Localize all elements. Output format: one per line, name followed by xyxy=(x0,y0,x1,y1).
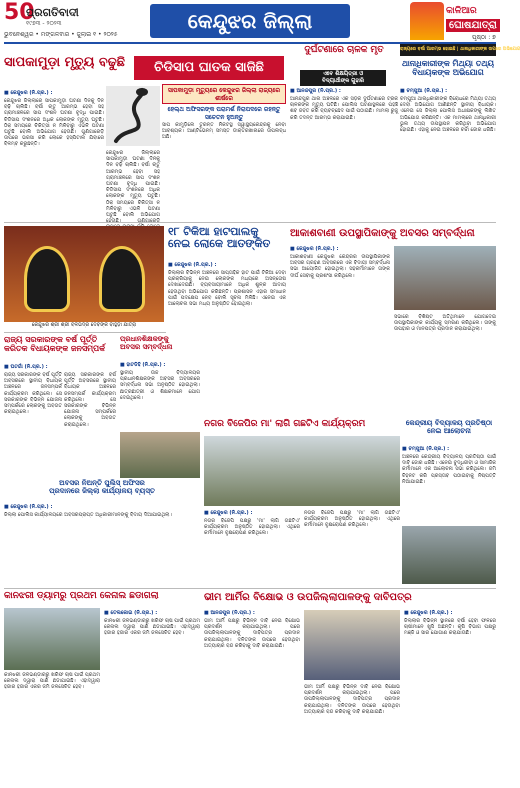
state-byline: ■ ଘଟଗାଁ (ନି.ପ୍ର.) : xyxy=(4,364,48,370)
inset-subhead: ହେଲ୍ଥ ଅଫିସରଙ୍କ ପରାମର୍ଶ ନିରାପଦରେ ରହନ୍ତୁ ସଚେତନ ହୁଅନ୍ତୁ xyxy=(167,106,281,121)
bjp-headline: ନଗର ବିଜେପିର ମା' ଲାଗି ଗଛଟିଏ କାର୍ଯ୍ୟକ୍ରମ xyxy=(204,419,366,429)
kv-headline-line2: ନେଇ ଆଲୋଚନା xyxy=(427,426,471,435)
district-title: କେନ୍ଦୁଝର ଜିଲ୍ଲା xyxy=(150,4,350,38)
right-bottom-body: ଜିଲ୍ଲାର ବିଭିନ୍ନ ସ୍ଥାନରେ ବର୍ଷା ହେବା ଫଳରେ ଚାଷୀମାନେ ଖୁସି ଅଛନ୍ତି। କୃଷି ବିଭାଗ ପକ୍ଷରୁ ମଞ୍ଜି ଓ ସାର ଯୋଗାଣ କରାଯାଉଛି। xyxy=(404,618,496,637)
state-body: ରାଜ୍ୟ ସରକାରଙ୍କ ବର୍ଷ ପୂର୍ତ୍ତି ଅବସରରେ ସ୍ଥାନୀୟ ବିଧାୟକ ଅଞ୍ଚଳରେ ଜନସମ୍ପର୍କ କାର୍ଯ୍ୟକ୍ରମ କରିଥିଲେ। ସେ ସରକାରଙ୍କ ବିଭିନ୍ନ ଯୋଜନା ସମ୍ପର୍କରେ ଲୋକଙ୍କୁ ଅବଗତ କରାଇଥିଲେ। xyxy=(4,372,62,416)
divider-2 xyxy=(4,332,166,333)
top-headline-part1: ସାପକାମୁଡ଼ା ମୃତ୍ୟୁ ବଢୁଛି xyxy=(4,55,125,70)
dam-byline: ■ ତେଲକୋଇ (ନି.ପ୍ର.) : xyxy=(104,610,158,616)
state-headline xyxy=(4,336,114,362)
rath-photo xyxy=(4,226,164,322)
police-byline: ■ ଚମ୍ପୁଆ (ନି.ପ୍ର.) : xyxy=(400,88,448,94)
right-bottom-byline: ■ କେନ୍ଦୁଝର (ନି.ପ୍ର.) : xyxy=(404,610,453,616)
divider-3 xyxy=(4,588,496,589)
bjp-byline: ■ କେନ୍ଦୁଝର (ନି.ପ୍ର.) : xyxy=(204,510,253,516)
page-number: ପୃଷ୍ଠା : ୭ xyxy=(472,34,496,41)
radio-headline: ଆକାଶବାଣୀ ଉପସ୍ଥାପିକାଙ୍କୁ ଅବସର ସମ୍ବର୍ଦ୍ଧନା xyxy=(290,228,475,239)
top-headline-part2: ଚିଡିସାପ ଘାତକ ସାଜିଛି xyxy=(134,56,284,80)
office-headline xyxy=(4,480,200,502)
chariot-icon xyxy=(410,2,444,40)
army-byline: ■ ଆନନ୍ଦପୁର (ନି.ପ୍ର.) : xyxy=(204,610,255,616)
side-box-line1: ଏବେ ଶିକ୍ଷୟିତ୍ରୀ ଓ xyxy=(322,71,364,77)
retire-headline xyxy=(120,336,200,360)
state-headline-line2: କରିତକ ବିଧାୟକଙ୍କ ଜନସମ୍ପର୍କ xyxy=(4,343,106,353)
hospital-headline-line2: ନେଇ ଲୋକେ ଆତଙ୍କିତ xyxy=(168,237,271,251)
kv-byline: ■ ଚମ୍ପୁଆ (ନି.ପ୍ର.) : xyxy=(402,446,450,452)
police-headline-line2: ବିଧାୟକଙ୍କ ଅଭିଯୋଗ xyxy=(412,67,484,77)
anniversary-number: 50 xyxy=(4,0,35,25)
newspaper-brand: ପ୍ରଗତିବାଦୀ xyxy=(26,6,79,19)
newspaper-logo[interactable] xyxy=(4,0,118,40)
divider-1 xyxy=(4,222,496,223)
radio-body-2: ସଭାରେ ବିଶିଷ୍ଟ ଅତିଥିମାନେ ଯୋଗଦେଇ ଉପସ୍ଥାପିକାଙ୍କ କାର୍ଯ୍ୟକୁ ସ୍ମରଣ କରିଥିଲେ। ତାଙ୍କୁ ଉପହାର ଓ ମାନପତ୍ର ପ୍ରଦାନ କରାଯାଇଥିଲା। xyxy=(394,314,496,333)
rath-line-2: ଘୋଷଯାତ୍ରା xyxy=(446,19,500,32)
office-body: ଜିଲ୍ଲା ପୋଲିସ କାର୍ଯ୍ୟାଳୟରେ ଅବସରପ୍ରାପ୍ତ ଅଧିକାରୀମାନଙ୍କୁ ବିଦାୟ ଦିଆଯାଇଥିଲା। xyxy=(4,512,172,518)
side-box xyxy=(300,70,386,86)
police-headline xyxy=(400,60,496,86)
army-body: ଭୀମ ଆର୍ମି ପକ୍ଷରୁ ବିଭିନ୍ନ ଦାବି ନେଇ ବିକ୍ଷୋଭ ପ୍ରଦର୍ଶନ କରାଯାଇଥିଲା। ପରେ ଉପଜିଲ୍ଲାପାଳଙ୍କୁ ଦାବିପତ୍ର ପ୍ରଦାନ କରାଯାଇଥିଲା। ଦଳିତଙ୍କ ଉପରେ ହେଉଥିବା ଅତ୍ୟାଚାର ବନ୍ଦ କରିବାକୁ ଦାବି କରାଯାଇଛି। xyxy=(204,618,300,649)
side-box-line2: ବିଦ୍ୟାର୍ଥୀଙ୍କ ଗୁହାରି xyxy=(321,78,365,84)
kv-headline-line1: କେନ୍ଦ୍ରୀୟ ବିଦ୍ୟାଳୟ ପ୍ରତିଷ୍ଠା xyxy=(405,419,493,427)
accident-body: ଆନନ୍ଦପୁର ଥାନା ଅଞ୍ଚଳରେ ଏକ ସଡ଼କ ଦୁର୍ଘଟଣାରେ ଟ୍ରକ ଚାଳକଙ୍କ ମୃତ୍ୟୁ ଘଟିଛି। ପୋଲିସ ଘଟଣାସ୍ଥଳରେ ପହଞ୍ଚି ଶବ ଜବତ କରି ବ୍ୟବଚ୍ଛେଦ ପାଇଁ ପଠାଇଛି। ମାମଲା ରୁଜୁ କରି ତଦନ୍ତ ଆରମ୍ଭ କରାଯାଇଛି। xyxy=(290,96,398,121)
top-byline: ■ କେନ୍ଦୁଝର (ନି.ପ୍ର.) : xyxy=(4,90,53,96)
bjp-body-col2: ନଗର ବିଜେପି ପକ୍ଷରୁ 'ମା' ଲାଗି ଗଛଟିଏ' କାର୍ଯ୍ୟକ୍ରମ ଅନୁଷ୍ଠିତ ହୋଇଥିଲା। ଏଥିରେ କର୍ମୀମାନେ ବୃକ୍ଷରୋପଣ କରିଥିଲେ। xyxy=(304,510,400,529)
dam-photo xyxy=(4,608,100,670)
radio-photo xyxy=(394,246,496,310)
state-headline-line1: ରାଜ୍ୟ ସରକାରଙ୍କ ବର୍ଷ ପୂର୍ତ୍ତି xyxy=(4,335,98,344)
hospital-body: ଜିଲ୍ଲାର ବିଭିନ୍ନ ଅଞ୍ଚଳରେ ସାପ୍ତାହିକ ହାଟ ପାଇଁ ଟିକିଆ ଦେବା ପ୍ରକ୍ରିୟାକୁ ନେଇ ଲୋକଙ୍କ ମଧ୍ୟରେ ଅସନ୍ତୋଷ ଦେଖାଦେଇଛି। ବ୍ୟବସାୟୀମାନେ ଅଧିକ ଶୁଳ୍କ ଆଦାୟ ହେଉଥିବା ଅଭିଯୋଗ କରିଛନ୍ତି। ପ୍ରଶାସନ ଏହାର ସମାଧାନ ପାଇଁ ପଦକ୍ଷେପ ନେବ ବୋଲି ସୂଚନା ମିଳିଛି। ଏନେଇ ଏକ ଆଲୋଚନା ସଭା ମଧ୍ୟ ଅନୁଷ୍ଠିତ ହୋଇଥିଲା। xyxy=(168,270,286,308)
dam-body: କାନଝରୀ ଜଳଭଣ୍ଡାରରୁ ଖରିଫ ଚାଷ ପାଇଁ ପ୍ରଥମ କେନାଲ ଦ୍ୱାରା ପାଣି ଛଡାଯାଇଛି। ଏହାଦ୍ୱାରା ହଜାର ହଜାର ଏକର ଜମି ଜଳସେଚିତ ହେବ। xyxy=(104,618,200,637)
army-photo xyxy=(304,610,400,680)
masthead xyxy=(0,0,500,42)
retire-body: ସ୍ଥାନୀୟ ଉଚ୍ଚ ବିଦ୍ୟାଳୟର ପ୍ରଧାନଶିକ୍ଷକଙ୍କ ଅବସର ଅବସରରେ ସମ୍ବର୍ଦ୍ଧନା ସଭା ଅନୁଷ୍ଠିତ ହୋଇଥିଲା। ଛାତ୍ରଛାତ୍ରୀ ଓ ଶିକ୍ଷକମାନେ ଯୋଗ ଦେଇଥିଲେ। xyxy=(120,370,200,401)
state-body-col2: ରାଜ୍ୟ ସରକାରଙ୍କ ବର୍ଷ ପୂର୍ତ୍ତି ଅବସରରେ ସ୍ଥାନୀୟ ବିଧାୟକ ଅଞ୍ଚଳରେ ଜନସମ୍ପର୍କ କାର୍ଯ୍ୟକ୍ରମ କରିଥିଲେ। ସେ ସରକାରଙ୍କ ବିଭିନ୍ନ ଯୋଜନା ସମ୍ପର୍କରେ ଲୋକଙ୍କୁ ଅବଗତ କରାଇଥିଲେ। xyxy=(64,372,116,428)
retire-byline: ■ ହାଟଡିହି (ନି.ପ୍ର.) : xyxy=(120,362,166,368)
news-ticker: ରାଜ୍ୟରେ ବର୍ଷା ଆରମ୍ଭ ହୋଇଛି | ଥାନାଧିକାରୀଙ୍କ ଉପରେ ଅଭିଯୋଗ xyxy=(400,44,496,56)
bjp-body: ନଗର ବିଜେପି ପକ୍ଷରୁ 'ମା' ଲାଗି ଗଛଟିଏ' କାର୍ଯ୍ୟକ୍ରମ ଅନୁଷ୍ଠିତ ହୋଇଥିଲା। ଏଥିରେ କର୍ମୀମାନେ ବୃକ୍ଷରୋପଣ କରିଥିଲେ। xyxy=(204,518,300,537)
office-byline: ■ କେନ୍ଦୁଝର (ନି.ପ୍ର.) : xyxy=(4,504,53,510)
radio-byline: ■ କେନ୍ଦୁଝର (ନି.ପ୍ର.) : xyxy=(290,246,339,252)
cobra-photo xyxy=(106,86,160,146)
brand-years: ୧୯୭୩ - ୨୦୨୩ xyxy=(26,20,62,27)
retire-headline-line1: ପ୍ରଧାନଶିକ୍ଷକଙ୍କୁ xyxy=(120,335,169,343)
retire-photo xyxy=(120,432,200,478)
rath-line-1: କାଳିଆର xyxy=(446,6,477,16)
inset-body: ସାପ କାମୁଡ଼ିଲେ ତୁରନ୍ତ ନିକଟସ୍ଥ ସ୍ୱାସ୍ଥ୍ୟକେନ୍ଦ୍ରକୁ ନେବା ଆବଶ୍ୟକ। ଆଣ୍ଟିଭେନମ୍ ସମସ୍ତ ଡାକ୍ତରଖାନାରେ ଉପଲବ୍ଧ ଅଛି। xyxy=(162,122,286,141)
inset-headline: ସାପକାମୁଡ଼ା ମୃତ୍ୟୁରେ କେନ୍ଦୁଝର ଜିଲ୍ଲା ରାଜ୍ୟରେ ଶୀର୍ଷରେ xyxy=(162,84,286,104)
police-headline-line1: ଥାନାଧିକାରୀଙ୍କ ମିଥ୍ୟା ତଥ୍ୟ xyxy=(402,59,494,68)
kv-photo xyxy=(402,526,496,584)
dam-headline: କାନଝରୀ ଡ୍ୟାମରୁ ପ୍ରଥମ କେନାଲ ଛଡାଗଲା xyxy=(4,591,159,601)
office-headline-line1: ଅବସର ନିଅନ୍ତି ପୁଲିସ୍ ଅଫିସର xyxy=(59,479,145,487)
dam-body-col2: କାନଝରୀ ଜଳଭଣ୍ଡାରରୁ ଖରିଫ ଚାଷ ପାଇଁ ପ୍ରଥମ କେନାଲ ଦ୍ୱାରା ପାଣି ଛଡାଯାଇଛି। ଏହାଦ୍ୱାରା ହଜାର ହଜାର ଏକର ଜମି ଜଳସେଚିତ ହେବ। xyxy=(4,672,100,691)
top-body: କେନ୍ଦୁଝର ଜିଲ୍ଲାରେ ସାପକାମୁଡ଼ା ଘଟଣା ଦିନକୁ ଦିନ ବଢ଼ି ଚାଲିଛି। ବର୍ଷା ଋତୁ ଆରମ୍ଭ ହେବା ସହ ଗ୍ରାମାଞ୍ଚଳରେ ସାପ ଦଂଶନ ଘଟଣା ବୃଦ୍ଧି ପାଇଛି। ଚିଡିସାପ ଦଂଶନରେ ଅଧିକ ଲୋକଙ୍କ ମୃତ୍ୟୁ ଘଟୁଛି। ଠିକ୍ ସମୟରେ ଚିକିତ୍ସା ନ ମିଳିବାରୁ ଏଭଳି ଘଟଣା ଘଟୁଛି ବୋଲି ଅଭିଯୋଗ ହେଉଛି। ଗୁଣିଗାରେଡ଼ି ଉପରେ ଭରସା କରି ଲୋକେ ହସ୍ପିଟାଲ ଯିବାରେ ବିଳମ୍ବ କରୁଛନ୍ତି। xyxy=(4,98,104,148)
office-headline-line2: ପ୍ରଦାନରେ ଜିଲ୍ଲା କାର୍ଯ୍ୟାଳୟ ବ୍ୟସ୍ତ xyxy=(49,486,155,495)
army-body-col2: ଭୀମ ଆର୍ମି ପକ୍ଷରୁ ବିଭିନ୍ନ ଦାବି ନେଇ ବିକ୍ଷୋଭ ପ୍ରଦର୍ଶନ କରାଯାଇଥିଲା। ପରେ ଉପଜିଲ୍ଲାପାଳଙ୍କୁ ଦାବିପତ୍ର ପ୍ରଦାନ କରାଯାଇଥିଲା। ଦଳିତଙ୍କ ଉପରେ ହେଉଥିବା ଅତ୍ୟାଚାର ବନ୍ଦ କରିବାକୁ ଦାବି କରାଯାଇଛି। xyxy=(304,684,400,715)
radio-body: ଆକାଶବାଣୀ କେନ୍ଦୁଝର କେନ୍ଦ୍ରର ଉପସ୍ଥାପିକାଙ୍କ ଅବସର ଗ୍ରହଣ ଅବସରରେ ଏକ ବିଦାୟୀ ସମ୍ବର୍ଦ୍ଧନା ସଭା ଆୟୋଜିତ ହୋଇଥିଲା। ସହକର୍ମୀମାନେ ତାଙ୍କ ଦୀର୍ଘ ସେବାକୁ ପ୍ରଶଂସା କରିଥିଲେ। xyxy=(290,254,390,279)
dateline: ଭୁବନେଶ୍ୱର • ମଙ୍ଗଳବାର • ଜୁଲାଇ ୧ • ୨୦୨୫ xyxy=(4,31,118,38)
accident-byline: ■ ଆନନ୍ଦପୁର (ନି.ପ୍ର.) : xyxy=(290,88,341,94)
hospital-byline: ■ କେନ୍ଦୁଝର (ନି.ପ୍ର.) : xyxy=(168,262,217,268)
police-body: ଚମ୍ପୁଆ ଥାନାଧିକାରୀଙ୍କ ବିରୋଧରେ ମିଥ୍ୟା ତଥ୍ୟ ଦେବା ଅଭିଯୋଗ ଆଣିଛନ୍ତି ସ୍ଥାନୀୟ ବିଧାୟକ। ଏନେଇ ସେ ଜିଲ୍ଲା ପୋଲିସ ଅଧୀକ୍ଷକଙ୍କୁ ଲିଖିତ ଅଭିଯୋଗ କରିଛନ୍ତି। ଏକ ମାମଲାରେ ଥାନାଧିକାରୀ ଭୁଲ ତଥ୍ୟ ଉପସ୍ଥାପନ କରିଥିବା ଅଭିଯୋଗ ହୋଇଛି। ଏହାକୁ ନେଇ ଅଞ୍ଚଳରେ ଚର୍ଚ୍ଚା ଜୋର ଧରିଛି। xyxy=(400,96,496,134)
retire-headline-line2: ଅବସର ସମ୍ବର୍ଦ୍ଧନା xyxy=(120,342,173,351)
top-body-col2: କେନ୍ଦୁଝର ଜିଲ୍ଲାରେ ସାପକାମୁଡ଼ା ଘଟଣା ଦିନକୁ ଦିନ ବଢ଼ି ଚାଲିଛି। ବର୍ଷା ଋତୁ ଆରମ୍ଭ ହେବା ସହ ଗ୍ରାମାଞ୍ଚଳରେ ସାପ ଦଂଶନ ଘଟଣା ବୃଦ୍ଧି ପାଇଛି। ଚିଡିସାପ ଦଂଶନରେ ଅଧିକ ଲୋକଙ୍କ ମୃତ୍ୟୁ ଘଟୁଛି। ଠିକ୍ ସମୟରେ ଚିକିତ୍ସା ନ ମିଳିବାରୁ ଏଭଳି ଘଟଣା ଘଟୁଛି ବୋଲି ଅଭିଯୋଗ xyxy=(106,150,160,219)
bjp-photo xyxy=(204,436,400,506)
accident-headline: ଦୁର୍ଘଟଣାରେ ଚାଳକ ମୃତ xyxy=(304,45,384,55)
kv-body: ଅଞ୍ଚଳରେ କେନ୍ଦ୍ରୀୟ ବିଦ୍ୟାଳୟ ପ୍ରତିଷ୍ଠା ପାଇଁ ଦାବି ଜୋର ଧରିଛି। ଏନେଇ ବୁଦ୍ଧିଜୀବୀ ଓ ସାମାଜିକ କର୍ମୀମାନେ ଏକ ଆଲୋଚନା ସଭା କରିଥିଲେ। ଜମି ଚିହ୍ନଟ କରି ପ୍ରସ୍ତାବ ପଠାଇବାକୁ ନିଷ୍ପତ୍ତି ନିଆଯାଇଛି। xyxy=(402,454,496,485)
snake-icon xyxy=(106,86,160,146)
rath-yatra-banner xyxy=(410,2,496,40)
army-headline: ଭୀମ ଆର୍ମିର ବିକ୍ଷୋଭ ଓ ଉପଜିଲ୍ଲାପାଳଙ୍କୁ ଦାବିପତ୍ର xyxy=(204,592,412,603)
hospital-headline-line1: ୧୮ ଟିକିଆ ହାଟପାଲକୁ xyxy=(168,225,259,238)
hospital-headline xyxy=(168,226,286,258)
kv-headline xyxy=(402,420,496,444)
rath-photo-caption: କେନ୍ଦୁଝର ଶ୍ରୀ ଶ୍ରୀ ବଳଭଦ୍ର ଦେବଙ୍କ ବାହୁଡ଼ା ଯାତ୍ରା xyxy=(31,322,137,328)
